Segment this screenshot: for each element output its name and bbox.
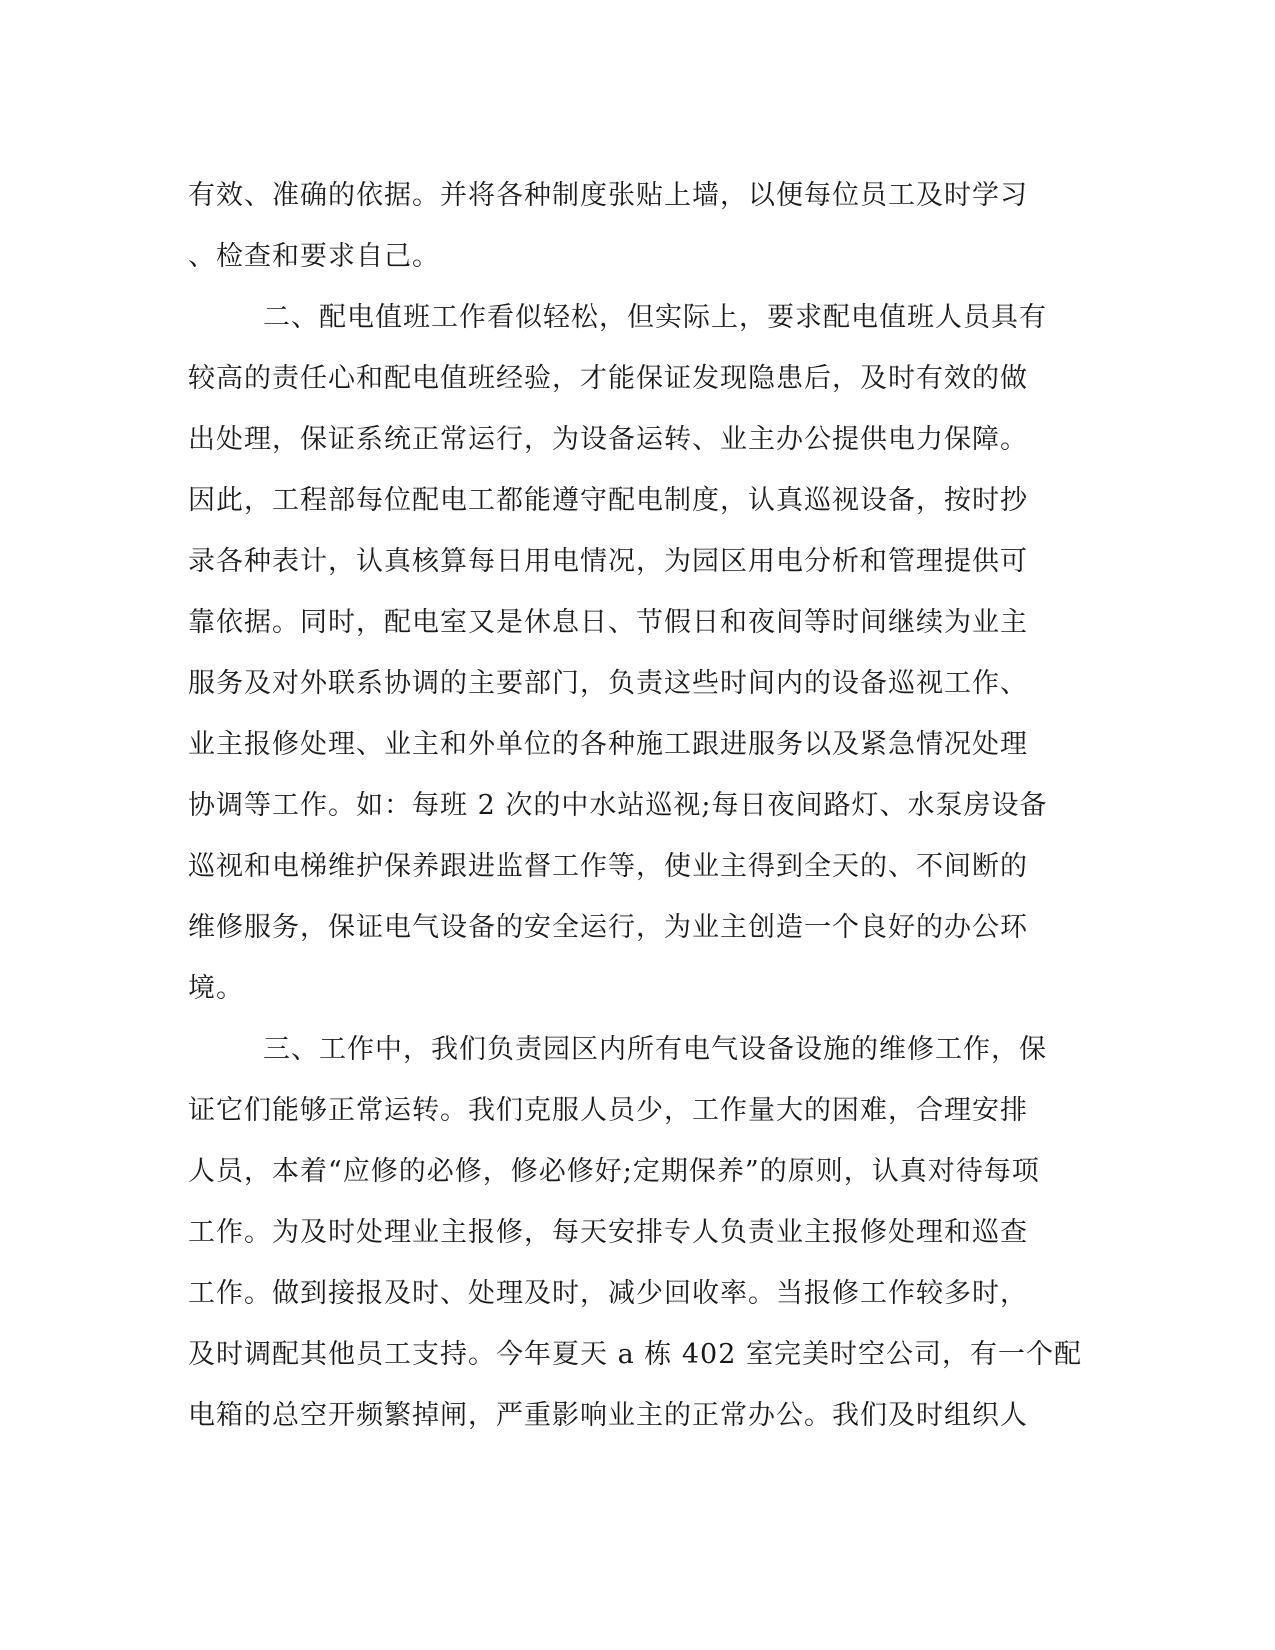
text-line: 、检查和要求自己。 [188,241,440,272]
text-line: 人员，本着“应修的必修，修必修好;定期保养”的原则，认真对待每项 [188,1156,1040,1187]
body-text [188,165,1088,1446]
text-line: 电箱的总空开频繁掉闸，严重影响业主的正常办公。我们及时组织人 [188,1400,1028,1431]
text-line: 境。 [188,973,244,1004]
text-line: 维修服务，保证电气设备的安全运行，为业主创造一个良好的办公环 [188,912,1028,943]
text-line: 因此，工程部每位配电工都能遵守配电制度，认真巡视设备，按时抄 [188,485,1028,516]
text-line: 有效、准确的依据。并将各种制度张贴上墙，以便每位员工及时学习 [188,180,1028,211]
text-line: 证它们能够正常运转。我们克服人员少，工作量大的困难，合理安排 [188,1095,1028,1126]
text-line: 及时调配其他员工支持。今年夏天 a 栋 402 室完美时空公司，有一个配 [188,1339,1082,1370]
text-line: 较高的责任心和配电值班经验，才能保证发现隐患后，及时有效的做 [188,363,1028,394]
text-line: 服务及对外联系协调的主要部门，负责这些时间内的设备巡视工作、 [188,668,1028,699]
text-line: 出处理，保证系统正常运行，为设备运转、业主办公提供电力保障。 [188,424,1028,455]
text-line: 录各种表计，认真核算每日用电情况，为园区用电分析和管理提供可 [188,546,1028,577]
text-line: 工作。做到接报及时、处理及时，减少回收率。当报修工作较多时， [188,1278,1028,1309]
text-line: 靠依据。同时，配电室又是休息日、节假日和夜间等时间继续为业主 [188,607,1028,638]
text-line: 协调等工作。如：每班 2 次的中水站巡视;每日夜间路灯、水泵房设备 [188,790,1048,821]
paragraph-start-line: 三、工作中，我们负责园区内所有电气设备设施的维修工作，保 [263,1034,1047,1065]
text-line: 业主报修处理、业主和外单位的各种施工跟进服务以及紧急情况处理 [188,729,1028,760]
text-line: 工作。为及时处理业主报修，每天安排专人负责业主报修处理和巡查 [188,1217,1028,1248]
text-line: 巡视和电梯维护保养跟进监督工作等，使业主得到全天的、不间断的 [188,851,1028,882]
paragraph-start-line: 二、配电值班工作看似轻松，但实际上，要求配电值班人员具有 [263,302,1047,333]
